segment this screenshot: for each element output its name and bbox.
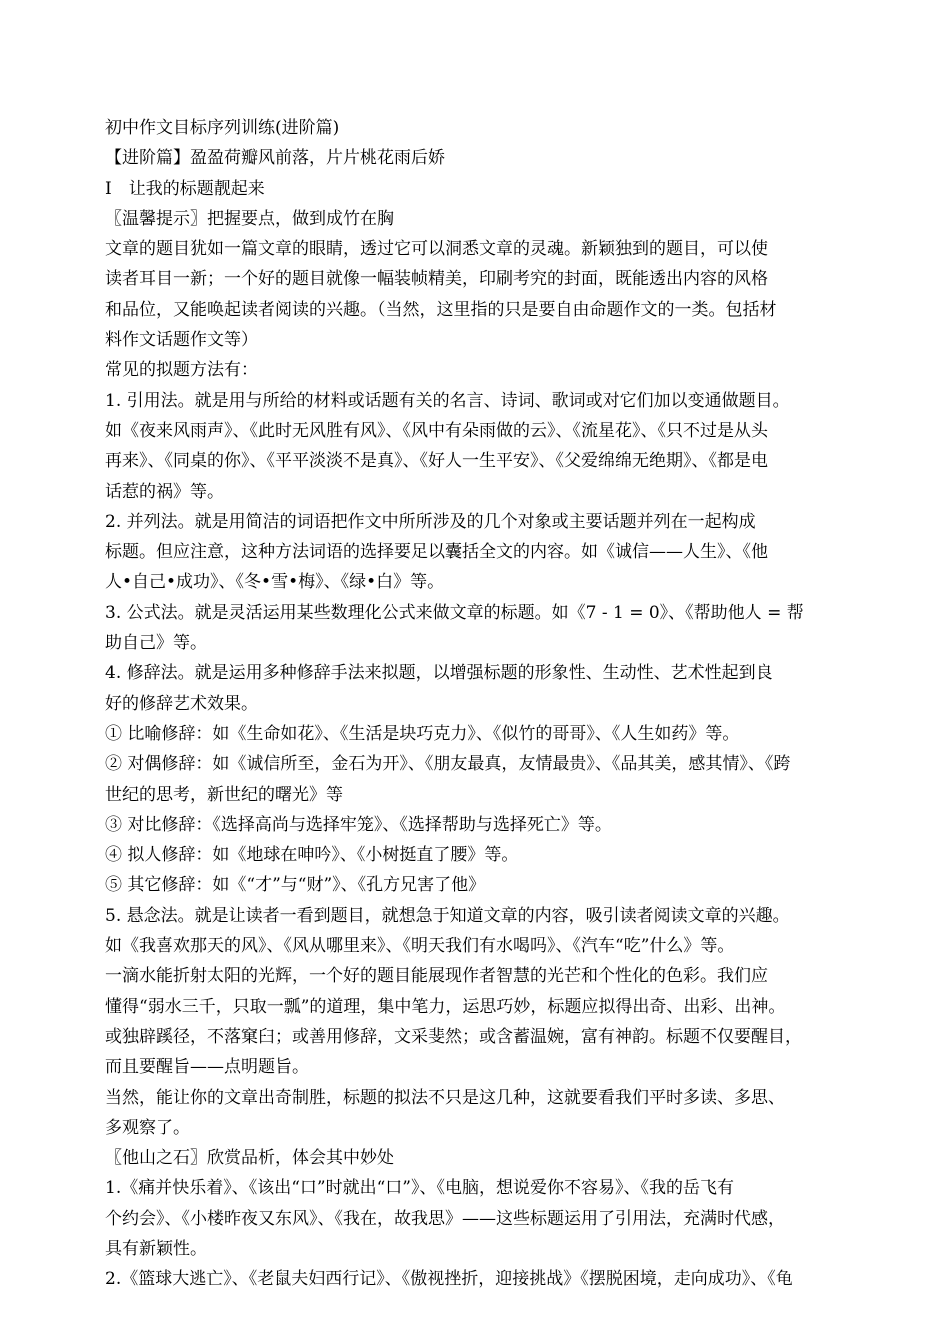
example-line: 2.《篮球大逃亡》、《老鼠夫妇西行记》、《傲视挫折，迎接挑战》《摆脱困境，走向成功》、《龟: [105, 1269, 793, 1290]
body-line: 常见的拟题方法有：: [105, 360, 258, 381]
method-line: 如《夜来风雨声》、《此时无风胜有风》、《风中有朵雨做的云》、《流星花》、《只不过是从头: [105, 420, 768, 441]
method-line: 1. 引用法。就是用与所给的材料或话题有关的名言、诗词、歌词或对它们加以变通做题目。: [105, 390, 790, 411]
body-line: 懂得“弱水三千，只取一瓢”的道理，集中笔力，运思巧妙，标题应拟得出奇、出彩、出神。: [105, 996, 786, 1017]
method-line: 话惹的祸》等。: [105, 481, 224, 502]
method-line: 标题。但应注意，这种方法词语的选择要足以囊括全文的内容。如《诚信——人生》、《他: [105, 542, 768, 563]
rhetoric-line: ⑤ 其它修辞：如《“才”与“财”》、《孔方兄害了他》: [105, 875, 486, 896]
body-line: 而且要醒旨——点明题旨。: [105, 1057, 309, 1078]
rhetoric-line: ② 对偶修辞：如《诚信所至，金石为开》、《朋友最真，友情最贵》、《品其美，感其情》、《跨: [105, 754, 791, 775]
rhetoric-line: 世纪的思考，新世纪的曙光》等: [105, 784, 343, 805]
example-heading: 〖他山之石〗欣赏品析，体会其中妙处: [105, 1148, 394, 1169]
method-line: 助自己》等。: [105, 633, 207, 654]
body-line: 多观察了。: [105, 1117, 190, 1138]
document-body: [105, 113, 855, 1295]
body-line: 文章的题目犹如一篇文章的眼睛，透过它可以洞悉文章的灵魂。新颖独到的题目，可以使: [105, 239, 768, 260]
example-line: 个约会》、《小楼昨夜又东风》、《我在，故我思》——这些标题运用了引用法，充满时代感，: [105, 1208, 785, 1229]
tip-heading: 〖温馨提示〗把握要点，做到成竹在胸: [105, 208, 394, 229]
body-line: 料作文话题作文等）: [105, 330, 258, 351]
example-line: 具有新颖性。: [105, 1238, 207, 1259]
method-line: 如《我喜欢那天的风》、《风从哪里来》、《明天我们有水喝吗》、《汽车“吃”什么》等。: [105, 936, 735, 957]
method-line: 再来》、《同桌的你》、《平平淡淡不是真》、《好人一生平安》、《父爱绵绵无绝期》、《都是电: [105, 451, 768, 472]
method-line: 3. 公式法。就是灵活运用某些数理化公式来做文章的标题。如《7 - 1 = 0》、《帮助他人 = 帮: [105, 602, 804, 623]
rhetoric-line: ④ 拟人修辞：如《地球在呻吟》、《小树挺直了腰》等。: [105, 845, 519, 866]
document-title: 初中作文目标序列训练(进阶篇): [105, 118, 340, 138]
body-line: 和品位，又能唤起读者阅读的兴趣。（当然，这里指的只是要自由命题作文的一类。包括材: [105, 299, 777, 320]
method-line: 好的修辞艺术效果。: [105, 693, 258, 714]
section-heading: 【进阶篇】盈盈荷瓣风前落，片片桃花雨后娇: [105, 148, 445, 169]
rhetoric-line: ③ 对比修辞：《选择高尚与选择牢笼》、《选择帮助与选择死亡》等。: [105, 814, 612, 835]
body-line: 读者耳目一新；一个好的题目就像一幅装帧精美，印刷考究的封面，既能透出内容的风格: [105, 269, 768, 290]
method-line: 2. 并列法。就是用简洁的词语把作文中所所涉及的几个对象或主要话题并列在一起构成: [105, 511, 756, 532]
method-line: 5. 悬念法。就是让读者一看到题目，就想急于知道文章的内容，吸引读者阅读文章的兴趣。: [105, 905, 790, 926]
body-line: 一滴水能折射太阳的光辉，一个好的题目能展现作者智慧的光芒和个性化的色彩。我们应: [105, 966, 768, 987]
rhetoric-line: ① 比喻修辞：如《生命如花》、《生活是块巧克力》、《似竹的哥哥》、《人生如药》等。: [105, 723, 740, 744]
method-line: 人•自己•成功》、《冬•雪•梅》、《绿•白》等。: [105, 572, 445, 593]
body-line: 或独辟蹊径，不落窠臼；或善用修辞，文采斐然；或含蓄温婉，富有神韵。标题不仅要醒目，: [105, 1026, 802, 1047]
method-line: 4. 修辞法。就是运用多种修辞手法来拟题，以增强标题的形象性、生动性、艺术性起到良: [105, 663, 773, 684]
body-line: 当然，能让你的文章出奇制胜，标题的拟法不只是这几种，这就要看我们平时多读、多思、: [105, 1087, 785, 1108]
subsection-heading: Ⅰ 让我的标题靓起来: [105, 178, 265, 199]
example-line: 1.《痛并快乐着》、《该出“口”时就出“口”》、《电脑，想说爱你不容易》、《我的岳飞有: [105, 1178, 734, 1199]
